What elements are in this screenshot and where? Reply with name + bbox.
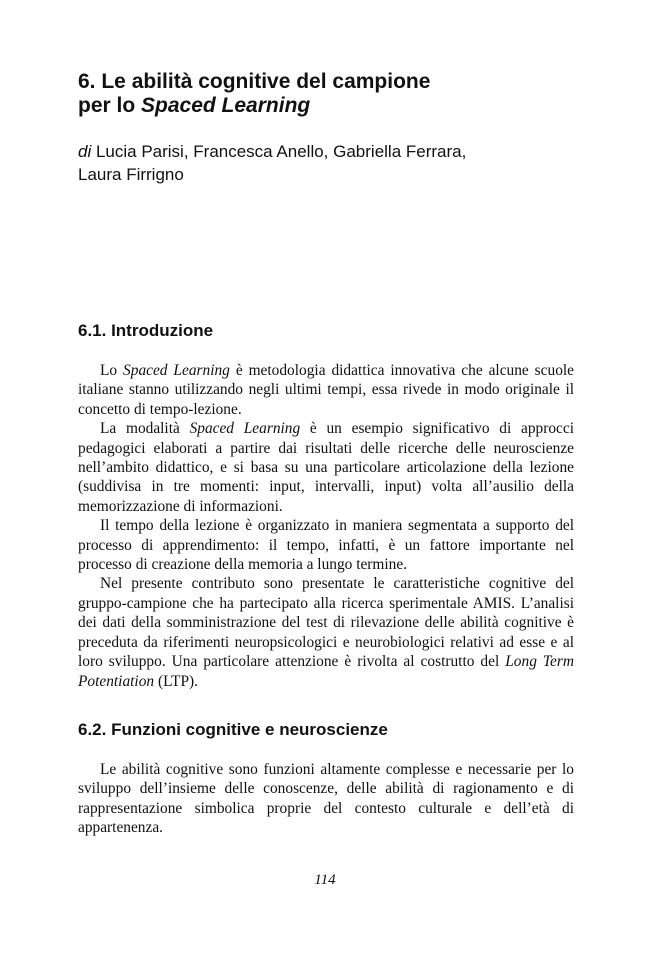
paragraph: Le abilità cognitive sono funzioni altamente complesse e necessarie per lo sviluppo dell’insieme delle conoscenze, delle abilità di ragionamento e di rappresentazione simbolica proprie del contesto culturale e dell’età di appartenenza. bbox=[78, 761, 574, 837]
italic-term: Spaced Learning bbox=[123, 362, 230, 379]
authors-line1: Lucia Parisi, Francesca Anello, Gabriella Ferrara, bbox=[91, 142, 467, 161]
paragraph: Il tempo della lezione è organizzato in maniera segmentata a supporto del processo di apprendimento: il tempo, infatti, è un fattore importante nel processo di creazione della memoria a lungo termine. bbox=[78, 517, 574, 574]
chapter-authors bbox=[78, 140, 578, 186]
chapter-title-line2-prefix: per lo bbox=[78, 94, 142, 117]
paragraph bbox=[78, 574, 574, 690]
chapter-title bbox=[78, 70, 578, 118]
text-run: è metodologia didattica innovativa che alcune scuole italiane stanno utilizzando negli ultimi tempi, essa rivede in modo originale il concetto di tempo-lezione. bbox=[78, 362, 575, 418]
paragraph bbox=[78, 361, 574, 419]
text-run: è un esempio significativo di approcci pedagogici elaborati a partire dai risultati delle ricerche delle neuroscienze nell’ambito didattico, e si basa su una particolare articolazione della lezione (suddivisa in tre momenti: input, intervalli, input) volta all’ausilio della memorizzazione di informazioni. bbox=[78, 420, 574, 515]
text-run: La modalità bbox=[100, 420, 190, 438]
page-number: 114 bbox=[314, 872, 336, 888]
section-heading-funzioni-cognitive: 6.2. Funzioni cognitive e neuroscienze bbox=[78, 720, 388, 739]
text-run: Nel presente contributo sono presentate le caratteristiche cognitive del gruppo-campione che ha partecipato alla ricerca sperimentale AMIS. L’analisi dei dati della somministrazione del test di rilevazione delle abilità cognitive è preceduta da riferimenti neuropsicologici e neurobiologici relativi ad esse e al loro sviluppo. Una particolare attenzione è rivolta al costrutto del bbox=[78, 575, 574, 671]
text-run: Lo bbox=[100, 362, 124, 379]
authors-prefix: di bbox=[78, 142, 92, 161]
section-body-funzioni-cognitive bbox=[78, 760, 574, 838]
paragraph bbox=[78, 419, 574, 516]
section-body-introduzione bbox=[78, 361, 574, 691]
chapter-title-line1: 6. Le abilità cognitive del campione bbox=[78, 70, 431, 93]
italic-term: Spaced Learning bbox=[189, 420, 301, 438]
text-run: (LTP). bbox=[154, 672, 198, 690]
authors-line2: Laura Firrigno bbox=[78, 165, 184, 184]
chapter-title-italic: Spaced Learning bbox=[141, 94, 311, 117]
italic-term: Long Term Potentiation bbox=[78, 653, 574, 690]
section-heading-introduzione: 6.1. Introduzione bbox=[78, 321, 214, 340]
